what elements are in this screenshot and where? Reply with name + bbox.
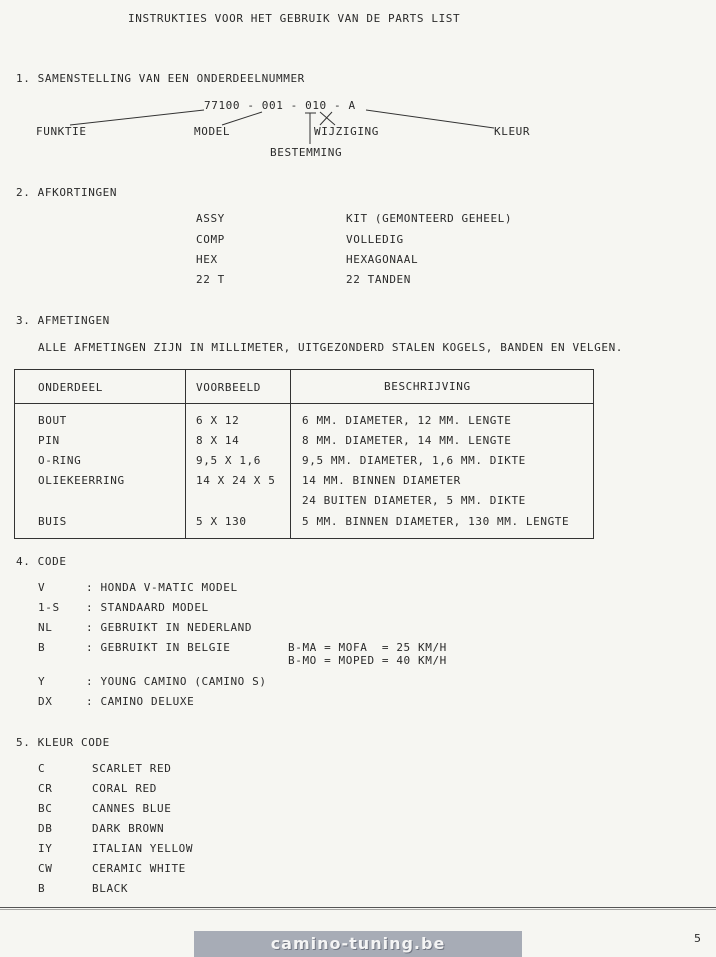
color-code: DB [38,822,53,835]
belgium-note: B-MA = MOFA = 25 KM/H [288,641,447,654]
table-divider [290,370,291,538]
code-item: 1-S [38,601,60,614]
code-description: : YOUNG CAMINO (CAMINO S) [86,675,267,688]
footer-rule [0,907,716,908]
code-description: : STANDAARD MODEL [86,601,209,614]
section-5-heading: 5. KLEUR CODE [16,736,110,749]
abbr-meaning: 22 TANDEN [346,273,412,286]
color-code: B [38,882,46,895]
color-name: BLACK [92,882,129,895]
section-3-heading: 3. AFMETINGEN [16,314,110,327]
color-code: CW [38,862,53,875]
color-name: SCARLET RED [92,762,172,775]
table-cell-description: 6 MM. DIAMETER, 12 MM. LENGTE [302,414,512,427]
code-item: Y [38,675,46,688]
table-cell-example: 5 X 130 [196,515,247,528]
table-cell-description: 9,5 MM. DIAMETER, 1,6 MM. DIKTE [302,454,526,467]
section-1-heading: 1. SAMENSTELLING VAN EEN ONDERDEELNUMMER [16,72,305,85]
code-description: : HONDA V-MATIC MODEL [86,581,238,594]
table-cell-part: O-RING [38,454,82,467]
code-item: DX [38,695,53,708]
table-cell-description: 8 MM. DIAMETER, 14 MM. LENGTE [302,434,512,447]
label-model: MODEL [194,125,231,138]
table-cell-example: 14 X 24 X 5 [196,474,276,487]
code-item: B [38,641,46,654]
table-cell-example: 8 X 14 [196,434,240,447]
table-cell-example: 6 X 12 [196,414,240,427]
section-4-heading: 4. CODE [16,555,67,568]
website-banner: camino-tuning.be [194,931,522,957]
line-model [222,112,262,125]
label-wijziging: WIJZIGING [314,125,380,138]
table-cell-description: 5 MM. BINNEN DIAMETER, 130 MM. LENGTE [302,515,570,528]
abbr-item: HEX [196,253,218,266]
table-header-description: BESCHRIJVING [384,380,471,393]
table-cell-example: 9,5 X 1,6 [196,454,262,467]
page-title: INSTRUKTIES VOOR HET GEBRUIK VAN DE PARTS LIST [128,12,461,25]
abbr-item: 22 T [196,273,225,286]
label-funktie: FUNKTIE [36,125,87,138]
abbr-item: COMP [196,233,225,246]
table-header-divider [15,403,593,404]
table-header-part: ONDERDEEL [38,381,104,394]
label-kleur: KLEUR [494,125,531,138]
color-name: ITALIAN YELLOW [92,842,194,855]
page-number: 5 [694,932,702,945]
table-cell-part: BOUT [38,414,67,427]
table-cell-description: 24 BUITEN DIAMETER, 5 MM. DIKTE [302,494,526,507]
color-code: IY [38,842,53,855]
color-code: BC [38,802,53,815]
line-wijziging-1 [320,112,335,125]
code-item: NL [38,621,53,634]
table-divider [185,370,186,538]
line-funktie [70,110,204,125]
footer-rule-shadow [0,909,716,910]
color-name: DARK BROWN [92,822,165,835]
table-cell-part: BUIS [38,515,67,528]
part-number-example: 77100 - 001 - 010 - A [204,99,356,112]
code-description: : GEBRUIKT IN NEDERLAND [86,621,253,634]
line-wijziging-2 [320,112,332,125]
belgium-note: B-MO = MOPED = 40 KM/H [288,654,447,667]
color-name: CERAMIC WHITE [92,862,186,875]
table-cell-part: PIN [38,434,60,447]
line-kleur [366,110,494,128]
table-cell-part: OLIEKEERRING [38,474,125,487]
abbr-meaning: HEXAGONAAL [346,253,419,266]
color-code: CR [38,782,53,795]
table-header-example: VOORBEELD [196,381,262,394]
section-2-heading: 2. AFKORTINGEN [16,186,118,199]
label-bestemming: BESTEMMING [270,146,343,159]
abbr-meaning: VOLLEDIG [346,233,404,246]
color-name: CANNES BLUE [92,802,172,815]
code-item: V [38,581,46,594]
abbr-item: ASSY [196,212,225,225]
abbr-meaning: KIT (GEMONTEERD GEHEEL) [346,212,513,225]
dimensions-intro: ALLE AFMETINGEN ZIJN IN MILLIMETER, UITGEZONDERD STALEN KOGELS, BANDEN EN VELGEN. [38,341,624,354]
code-description: : GEBRUIKT IN BELGIE [86,641,231,654]
table-cell-description: 14 MM. BINNEN DIAMETER [302,474,461,487]
color-name: CORAL RED [92,782,158,795]
color-code: C [38,762,46,775]
code-description: : CAMINO DELUXE [86,695,195,708]
